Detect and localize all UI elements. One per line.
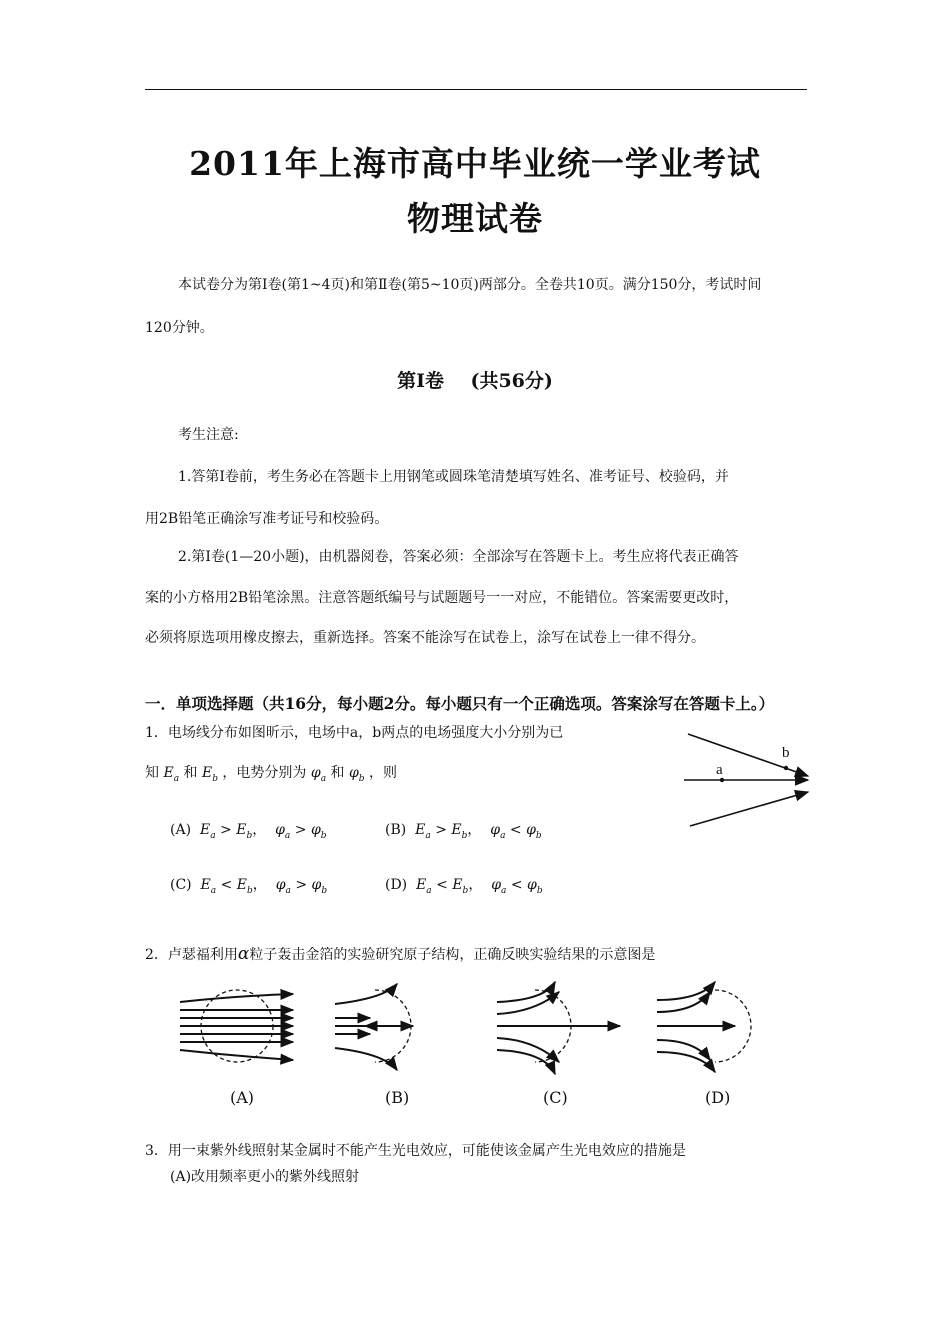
notice-1-line2: 用2B铅笔正确涂写准考证号和校验码。 bbox=[145, 511, 389, 527]
field-line-lower bbox=[690, 792, 808, 826]
figure-label-d: (D) bbox=[705, 1088, 731, 1107]
q1-line2: 知 $E_a$ 和 $E_b$ ，电势分别为 $\varphi_a$ 和 $\varphi_b$ ，则 bbox=[145, 765, 397, 784]
notice-2-line1: 2.第Ⅰ卷(1—20小题)，由机器阅卷，答案必须：全部涂写在答题卡上。考生应将代表正确答 bbox=[178, 549, 739, 565]
point-a-label: a bbox=[716, 762, 723, 778]
q1-field-figure bbox=[684, 730, 814, 830]
figure-b bbox=[335, 984, 413, 1070]
notice-label: 考生注意: bbox=[178, 427, 239, 443]
intro-line2: 120分钟。 bbox=[145, 320, 214, 336]
exam-title: 2011年上海市高中毕业统一学业考试 bbox=[189, 144, 761, 183]
q1-option-d: (D) $E_a < E_b$， $\varphi_a < \varphi_b$ bbox=[385, 877, 543, 896]
field-line-upper bbox=[688, 734, 808, 776]
notice-2-line2: 案的小方格用2B铅笔涂黑。注意答题纸编号与试题题号一一对应，不能错位。答案需要更改时， bbox=[145, 590, 739, 606]
q1-option-b: (B) $E_a > E_b$， $\varphi_a < \varphi_b$ bbox=[385, 822, 542, 841]
part1-heading: 第Ⅰ卷 (共56分) bbox=[397, 370, 553, 392]
q1-option-c: (C) $E_a < E_b$， $\varphi_a > \varphi_b$ bbox=[170, 877, 328, 896]
q1-line1: 1．电场线分布如图昕示，电场中a，b两点的电场强度大小分别为已 bbox=[145, 725, 564, 741]
q3-option-a: (A)改用频率更小的紫外线照射 bbox=[170, 1169, 360, 1185]
header-rule bbox=[145, 89, 807, 90]
figure-label-b: (B) bbox=[385, 1088, 410, 1107]
point-b-label: b bbox=[782, 745, 790, 761]
figure-d bbox=[657, 982, 751, 1072]
intro-line1: 本试卷分为第Ⅰ卷(第1~4页)和第Ⅱ卷(第5~10页)两部分。全卷共10页。满分150分，考试时间 bbox=[178, 277, 762, 293]
notice-2-line3: 必须将原选项用橡皮擦去，重新选择。答案不能涂写在试卷上，涂写在试卷上一律不得分。 bbox=[145, 630, 705, 646]
q1-option-a: (A) $E_a > E_b$， $\varphi_a > \varphi_b$ bbox=[170, 822, 327, 841]
q2-figures bbox=[175, 978, 815, 1088]
exam-subtitle: 物理试卷 bbox=[407, 199, 543, 238]
notice-1-line1: 1.答第Ⅰ卷前，考生务必在答题卡上用钢笔或圆珠笔清楚填写姓名、准考证号、校验码，并 bbox=[178, 469, 729, 485]
section1-heading: 一．单项选择题（共16分，每小题2分。每小题只有一个正确选项。答案涂写在答题卡上。） bbox=[145, 694, 775, 713]
figure-label-c: (C) bbox=[543, 1088, 568, 1107]
point-b-dot bbox=[784, 766, 788, 770]
figure-c bbox=[497, 982, 620, 1074]
figure-a bbox=[180, 990, 293, 1062]
figure-label-a: (A) bbox=[230, 1088, 255, 1107]
q3-stem: 3．用一束紫外线照射某金属时不能产生光电效应，可能使该金属产生光电效应的措施是 bbox=[145, 1143, 686, 1159]
q2-stem: 2．卢瑟福利用α粒子轰击金箔的实验研究原子结构，正确反映实验结果的示意图是 bbox=[145, 944, 656, 964]
